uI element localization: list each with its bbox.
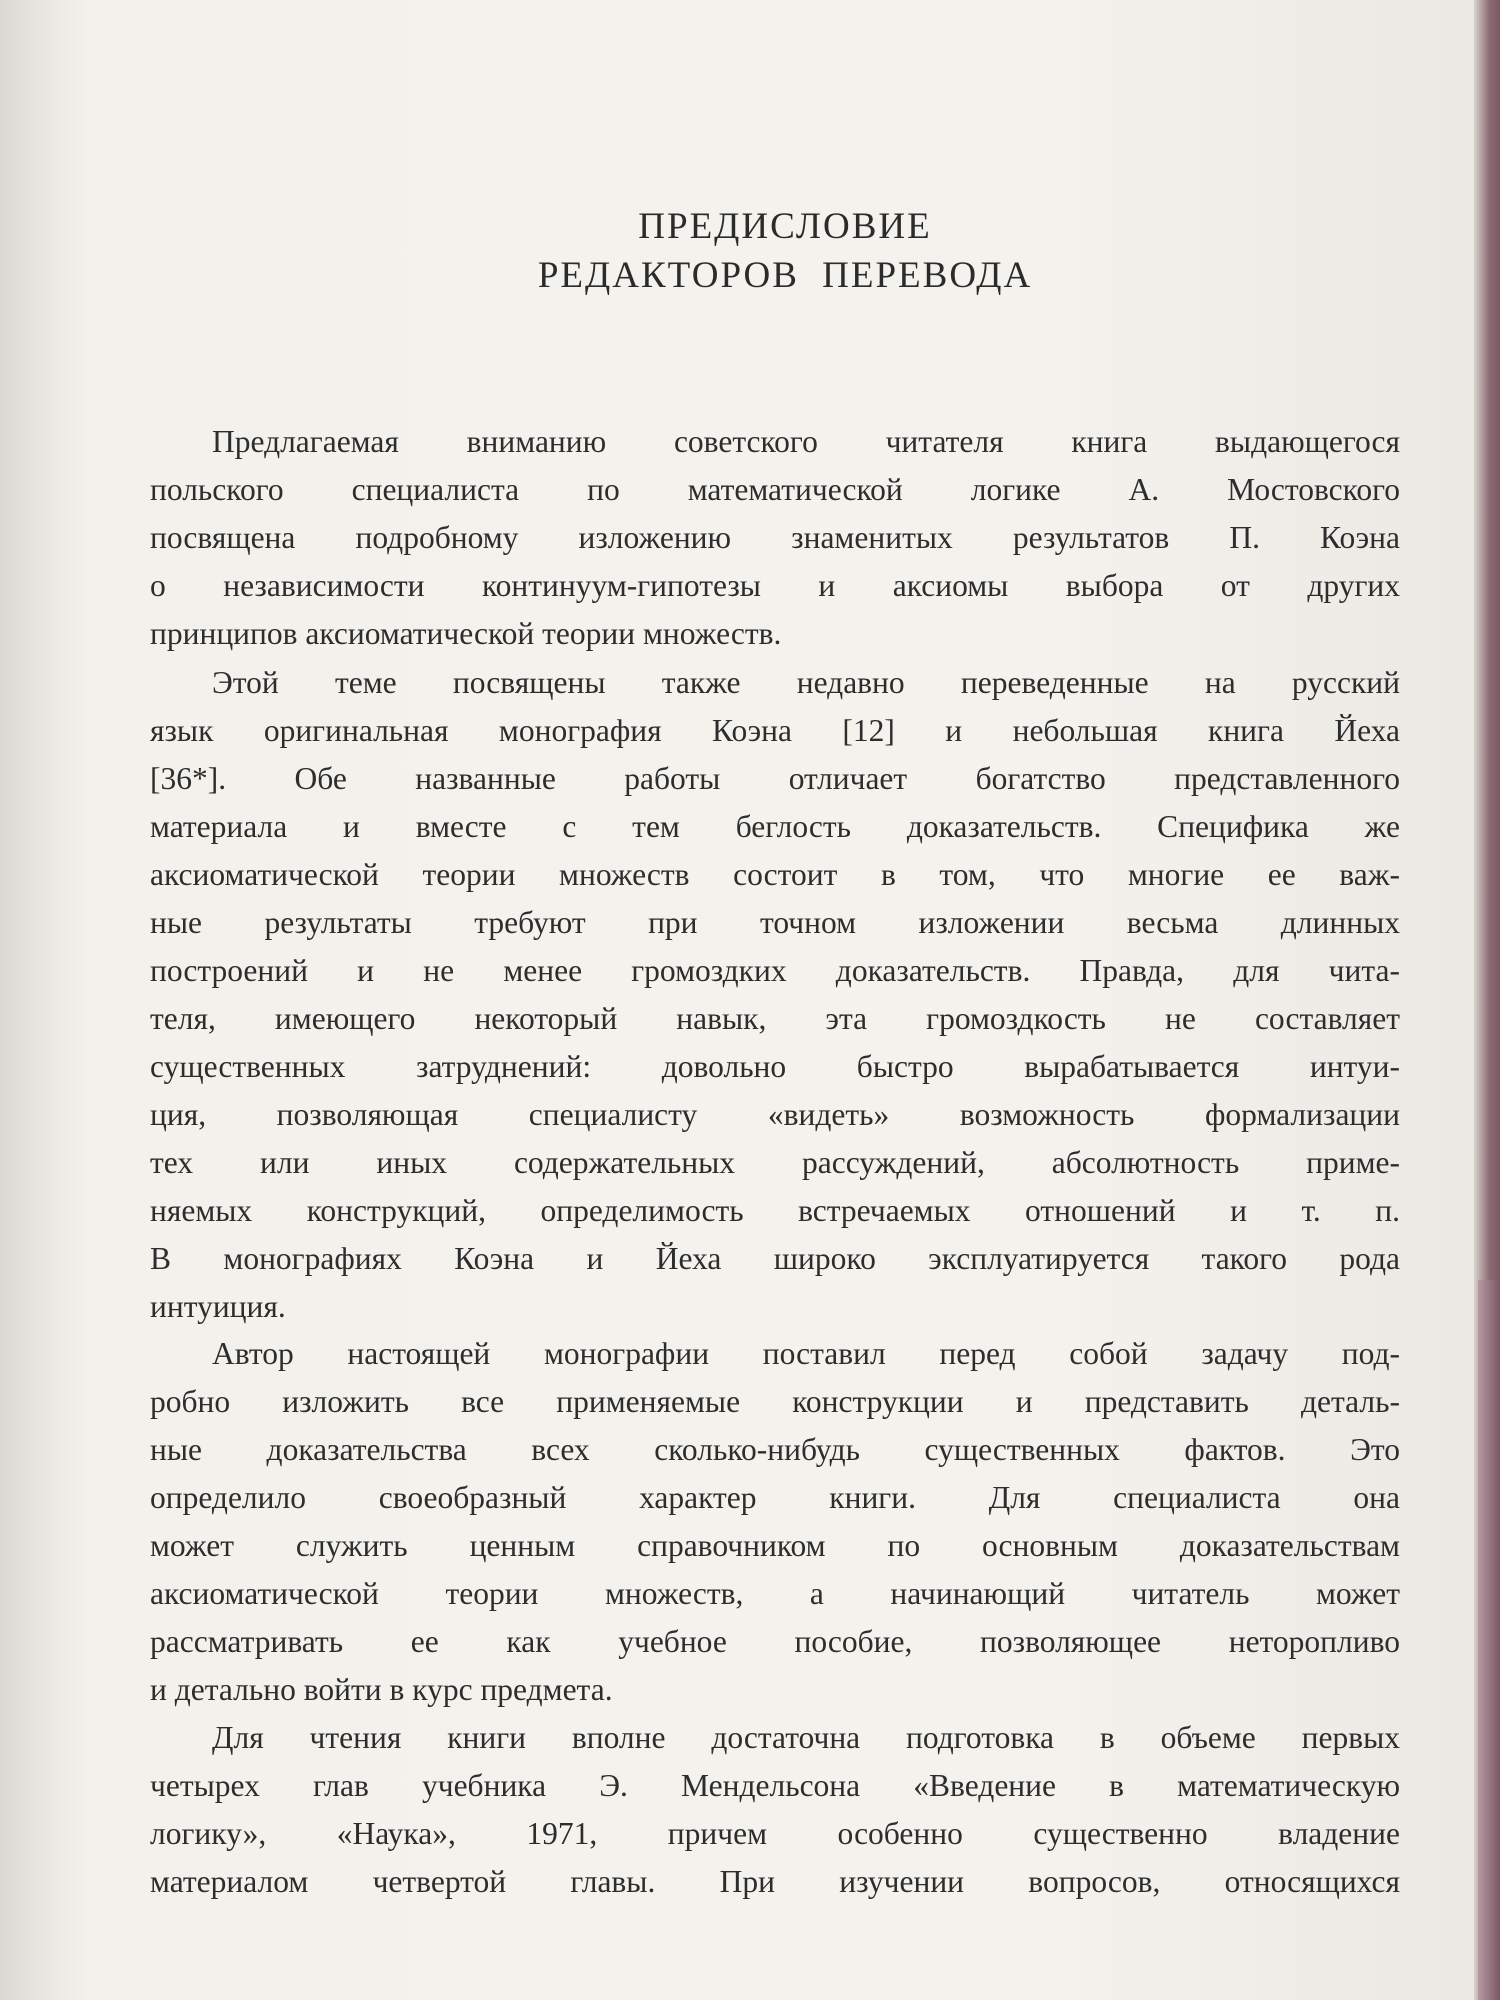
text-line: ция, позволяющая специалисту «видеть» возможность формализации [150,1097,1400,1132]
text-line: материалом четвертой главы. При изучении вопросов, относящихся [150,1864,1400,1899]
text-line: язык оригинальная монография Коэна [12] и небольшая книга Йеха [150,713,1400,748]
text-line: определило своеобразный характер книги. Для специалиста она [150,1480,1400,1515]
text-line: ные доказательства всех сколько-нибудь существенных фактов. Это [150,1432,1400,1467]
text-line: Автор настоящей монографии поставил перед собой задачу под- [212,1336,1400,1371]
book-cover-edge-lower [1478,1280,1500,2000]
text-line: польского специалиста по математической логике А. Мостовского [150,472,1400,507]
page-title-line-2: РЕДАКТОРОВ ПЕРЕВОДА [537,255,1033,296]
page-title-line-1: ПРЕДИСЛОВИЕ [638,206,932,247]
text-line: интуиция. [150,1289,286,1324]
text-line: В монографиях Коэна и Йеха широко эксплуатируется такого рода [150,1241,1400,1276]
text-line: и детально войти в курс предмета. [150,1672,613,1707]
text-line: Предлагаемая вниманию советского читателя книга выдающегося [212,424,1400,459]
text-line: Для чтения книги вполне достаточна подготовка в объеме первых [212,1720,1400,1755]
text-line: аксиоматической теории множеств, а начинающий читатель может [150,1576,1400,1611]
text-line: принципов аксиоматической теории множеств. [150,616,782,651]
text-line: материала и вместе с тем беглость доказательств. Специфика же [150,809,1400,844]
text-line: может служить ценным справочником по основным доказательствам [150,1528,1400,1563]
text-line: Этой теме посвящены также недавно переведенные на русский [212,665,1400,700]
text-line: ные результаты требуют при точном изложении весьма длинных [150,905,1400,940]
text-line: построений и не менее громоздких доказательств. Правда, для чита- [150,953,1400,988]
paragraph-1 [150,418,1400,658]
text-line: посвящена подробному изложению знаменитых результатов П. Коэна [150,520,1400,555]
paragraph-2 [150,659,1400,1331]
text-line: рассматривать ее как учебное пособие, позволяющее неторопливо [150,1624,1400,1659]
text-line: четырех глав учебника Э. Мендельсона «Введение в математическую [150,1768,1400,1803]
text-line: няемых конструкций, определимость встречаемых отношений и т. п. [150,1193,1400,1228]
text-line: тех или иных содержательных рассуждений, абсолютность приме- [150,1145,1400,1180]
text-line: логику», «Наука», 1971, причем особенно существенно владение [150,1816,1400,1851]
paragraph-4 [150,1714,1400,1906]
text-line: существенных затруднений: довольно быстро вырабатывается интуи- [150,1049,1400,1084]
text-line: теля, имеющего некоторый навык, эта громоздкость не составляет [150,1001,1400,1036]
text-line: робно изложить все применяемые конструкции и представить деталь- [150,1384,1400,1419]
text-line: [36*]. Обе названные работы отличает богатство представленного [150,761,1400,796]
paragraph-3 [150,1330,1400,1714]
text-line: аксиоматической теории множеств состоит в том, что многие ее важ- [150,857,1400,892]
page-gutter-shadow [0,0,90,2000]
text-line: о независимости континуум-гипотезы и аксиомы выбора от других [150,568,1400,603]
